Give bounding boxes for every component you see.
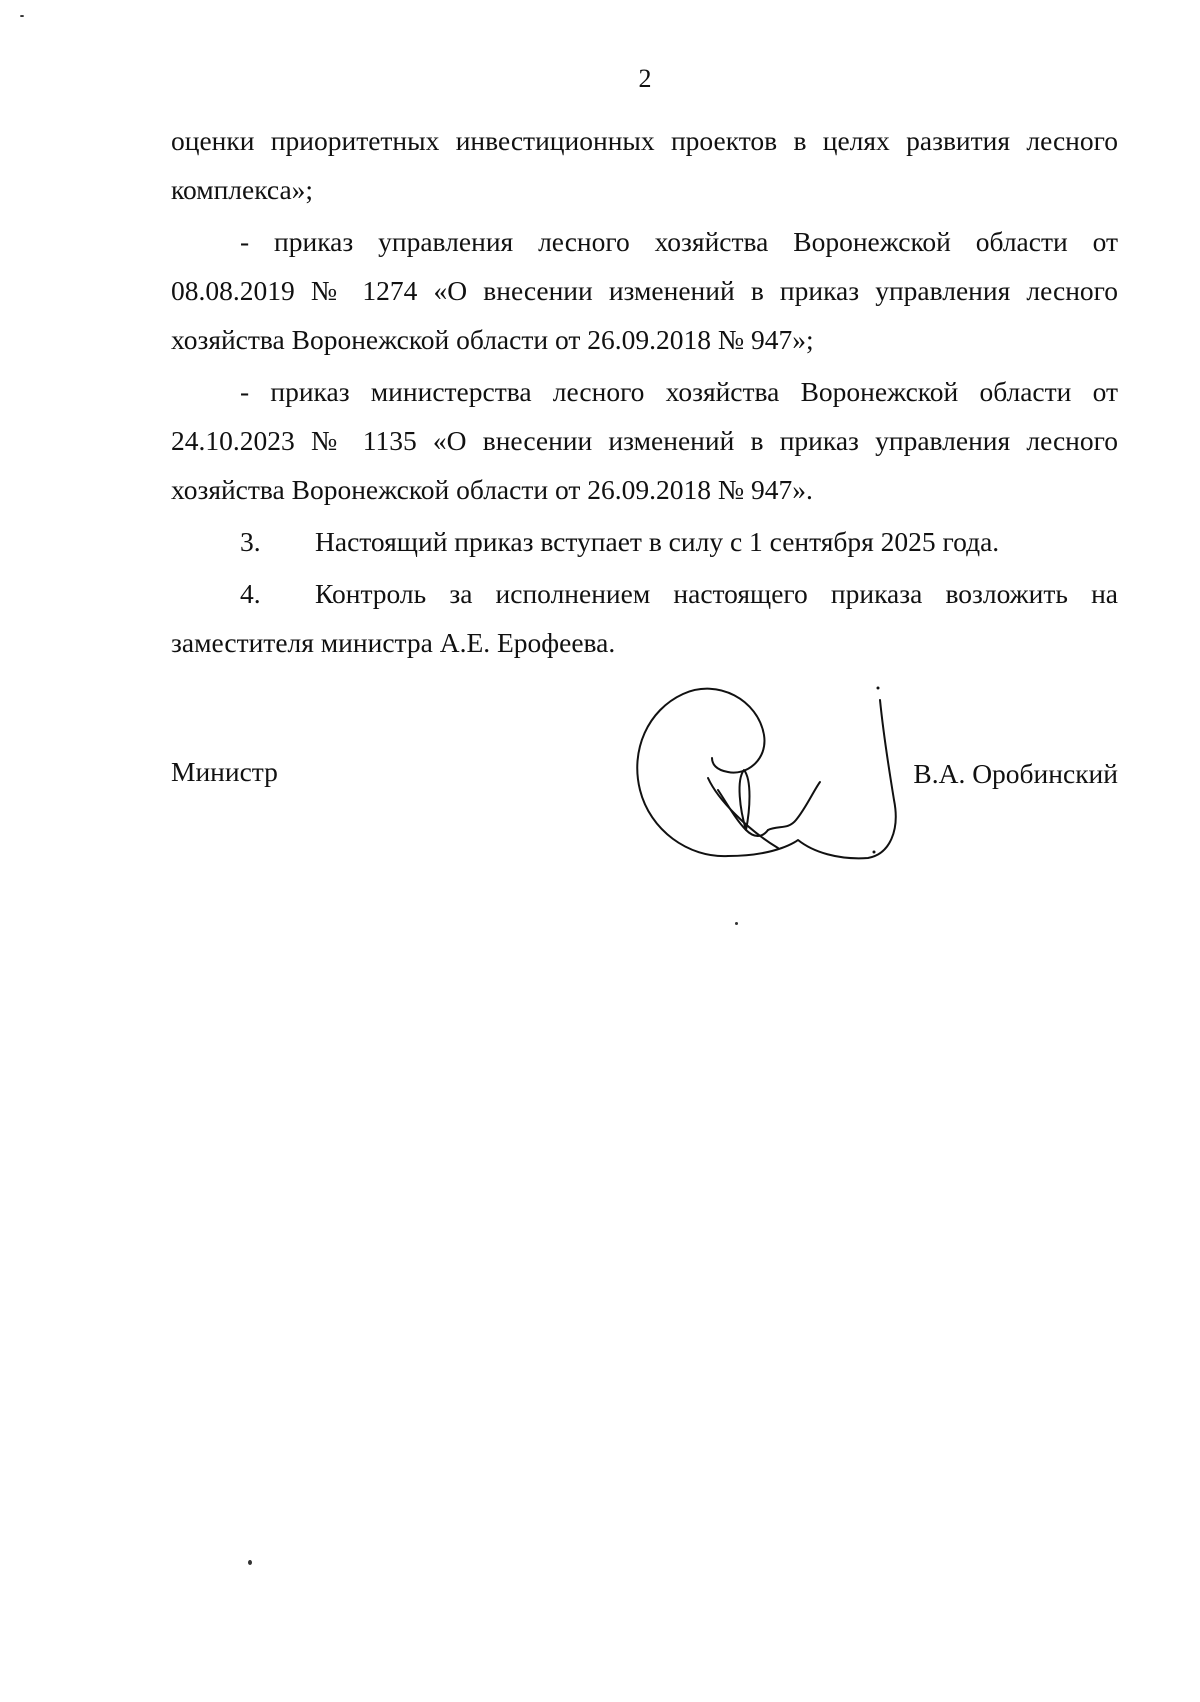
list-item-order-2023: - приказ министерства лесного хозяйства Воронежской области от 24.10.2023 № 1135 «О внесении изменений в приказ управления лесного хозяйства Воронежской области от 26.09.2018 № 947». <box>171 376 1118 505</box>
paragraph-continuation-end: комплекса»; <box>171 174 314 205</box>
signer-name: В.А. Оробинский <box>913 758 1118 789</box>
scan-speck <box>20 15 24 17</box>
signer-title: Министр <box>171 756 278 787</box>
scan-speck <box>735 922 738 925</box>
list-item-order-2019: - приказ управления лесного хозяйства Воронежской области от 08.08.2019 № 1274 «О внесении изменений в приказ управления лесного хозяйства Воронежской области от 26.09.2018 № 947»; <box>171 226 1118 355</box>
page-number: 2 <box>638 64 652 93</box>
item-number: 4. <box>240 578 261 609</box>
numbered-item-4 <box>171 569 1118 618</box>
handwritten-signature <box>628 680 908 880</box>
numbered-item-3 <box>171 517 1118 566</box>
document-body <box>171 116 1118 667</box>
item-number: 3. <box>240 526 261 557</box>
item-continuation: заместителя министра А.Е. Ерофеева. <box>171 627 616 658</box>
paragraph-continuation-line: оценки приоритетных инвестиционных проектов в целях развития лесного <box>171 125 1118 156</box>
item-text: Настоящий приказ вступает в силу с 1 сентября 2025 года. <box>315 526 1000 557</box>
item-text: Контроль за исполнением настоящего приказа возложить на <box>315 578 1118 609</box>
scan-speck <box>248 1560 252 1565</box>
